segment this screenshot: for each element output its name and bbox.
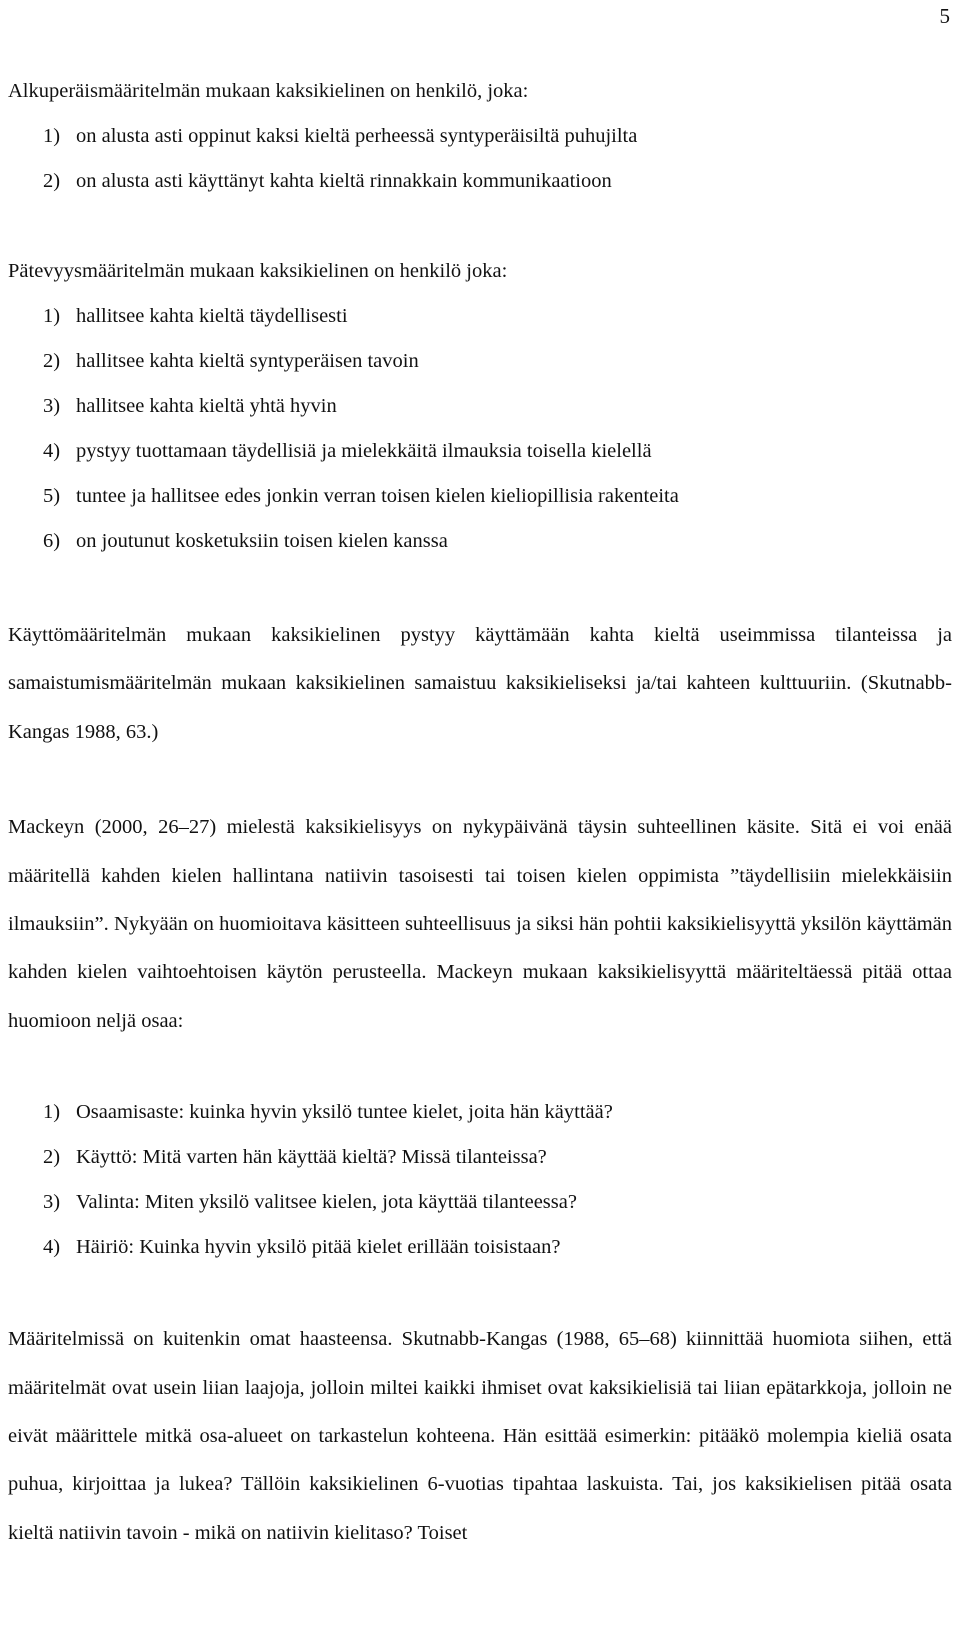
- list-number: 6): [43, 530, 61, 552]
- list-item: [8, 384, 952, 429]
- list-text: hallitsee kahta kieltä syntyperäisen tavoin: [76, 350, 419, 372]
- list-item: [8, 339, 952, 384]
- list-text: pystyy tuottamaan täydellisiä ja mielekkäitä ilmauksia toisella kielellä: [76, 440, 652, 462]
- page-number: 5: [939, 4, 950, 28]
- list-text: Käyttö: Mitä varten hän käyttää kieltä? Missä tilanteissa?: [76, 1146, 547, 1169]
- list-number: 4): [43, 1236, 61, 1259]
- list-number: 2): [43, 1146, 61, 1169]
- list-text: on joutunut kosketuksiin toisen kielen kanssa: [76, 530, 448, 552]
- list-number: 1): [43, 305, 61, 327]
- list-text: Häiriö: Kuinka hyvin yksilö pitää kielet erillään toisistaan?: [76, 1236, 561, 1259]
- list-item: [8, 519, 952, 564]
- list-text: hallitsee kahta kieltä täydellisesti: [76, 305, 348, 327]
- list-number: 2): [43, 170, 61, 192]
- spacer: [8, 204, 952, 249]
- list-text: on alusta asti käyttänyt kahta kieltä rinnakkain kommunikaatioon: [76, 170, 612, 192]
- paragraph-usage-definition: Käyttömääritelmän mukaan kaksikielinen pystyy käyttämään kahta kieltä useimmissa tilanteissa ja samaistumismääritelmän mukaan kaksikielinen samaistuu kaksikieliseksi ja/tai kahteen kulttuuriin. (Skutnabb-Kangas 1988, 63.): [8, 624, 952, 743]
- paragraph-mackey: Mackeyn (2000, 26–27) mielestä kaksikielisyys on nykypäivänä täysin suhteellinen käsite. Sitä ei voi enää määritellä kahden kielen hallintana natiivin tasoisesti tai toisen kielen oppimista ”täydellisiin mielekkäisiin ilmauksiin”. Nykyään on huomioitava käsitteen suhteellisuus ja siksi hän pohtii kaksikielisyyttä yksilön käyttämän kahden kielen vaihtoehtoisen käytön perusteella. Mackeyn mukaan kaksikielisyyttä määriteltäessä pitää ottaa huomioon neljä osaa:: [8, 816, 952, 1032]
- list-number: 4): [43, 440, 61, 462]
- list-number: 3): [43, 395, 61, 417]
- list-text: on alusta asti oppinut kaksi kieltä perheessä syntyperäisiltä puhujilta: [76, 125, 638, 147]
- list-item: [8, 159, 952, 204]
- spacer: [8, 756, 952, 803]
- paragraph-challenges: Määritelmissä on kuitenkin omat haasteensa. Skutnabb-Kangas (1988, 65–68) kiinnittää huomiota siihen, että määritelmät ovat usein liian laajoja, jolloin miltei kaikki ihmiset ovat kaksikielisiä tai liian epätarkkoja, jolloin ne eivät määrittele mitkä osa-alueet on tarkastelun kohteena. Hän esittää esimerkin: pitääkö molempia kieliä osata puhua, kirjoittaa ja lukea? Tällöin kaksikielinen 6-vuotias tipahtaa laskuista. Tai, jos kaksikielisen pitää osata kieltä natiivin tavoin - mikä on natiivin kielitaso? Toiset: [8, 1328, 952, 1544]
- list-number: 2): [43, 350, 61, 372]
- list-item: [8, 1225, 952, 1270]
- section-heading-original-definition: Alkuperäismääritelmän mukaan kaksikielinen on henkilö, joka:: [8, 80, 529, 102]
- spacer: [8, 1270, 952, 1315]
- list-item: [8, 429, 952, 474]
- list-text: tuntee ja hallitsee edes jonkin verran toisen kielen kieliopillisia rakenteita: [76, 485, 679, 507]
- list-item: [8, 114, 952, 159]
- list-number: 5): [43, 485, 61, 507]
- list-item: [8, 294, 952, 339]
- section-heading-competence-definition: Pätevyysmääritelmän mukaan kaksikielinen on henkilö joka:: [8, 260, 508, 282]
- list-number: 1): [43, 125, 61, 147]
- list-text: Osaamisaste: kuinka hyvin yksilö tuntee kielet, joita hän käyttää?: [76, 1101, 613, 1124]
- list-number: 1): [43, 1101, 61, 1124]
- list-number: 3): [43, 1191, 61, 1214]
- list-item: [8, 1180, 952, 1225]
- list-item: [8, 1090, 952, 1135]
- list-item: [8, 474, 952, 519]
- spacer: [8, 1045, 952, 1090]
- list-item: [8, 1135, 952, 1180]
- list-text: Valinta: Miten yksilö valitsee kielen, jota käyttää tilanteessa?: [76, 1191, 577, 1214]
- list-text: hallitsee kahta kieltä yhtä hyvin: [76, 395, 337, 417]
- document-body: [8, 69, 952, 1557]
- spacer: [8, 564, 952, 611]
